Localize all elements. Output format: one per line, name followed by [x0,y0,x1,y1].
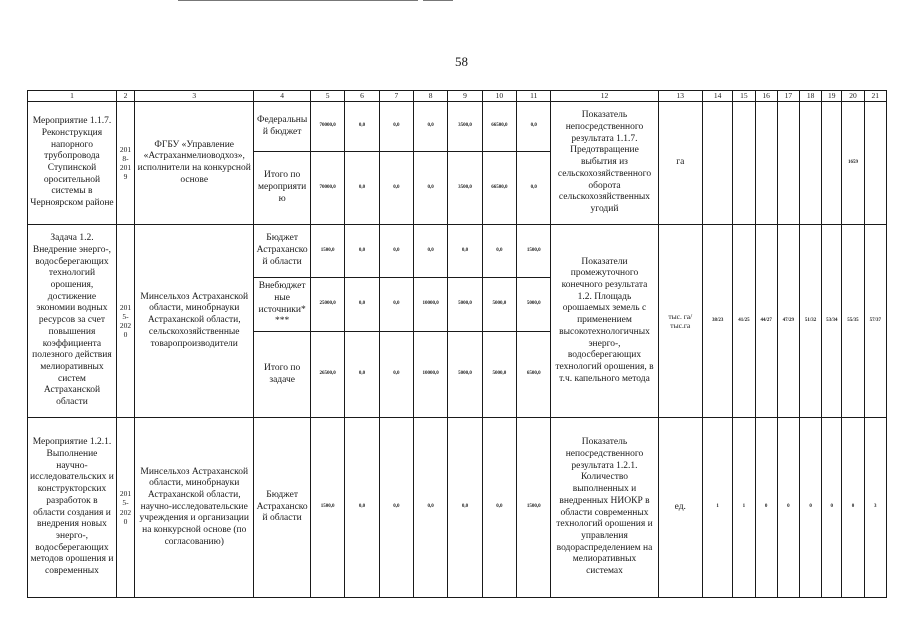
indicator-value: 47/29 [777,225,799,418]
amount-year: 66500,0 [482,102,516,152]
activity-name: Мероприятие 1.2.1. Выполнение научно-исследовательских и конструкторских разработок в области создания и внедрения новых энерго-, водосберегающих методов орошения и современных [28,418,117,598]
column-number: 13 [658,91,702,102]
table-row [28,418,887,598]
amount-year: 0,0 [379,278,413,332]
column-number: 5 [310,91,344,102]
indicator-value: 44/27 [755,225,777,418]
amount-year: 1500,0 [517,418,551,598]
amount-year: 0,0 [379,225,413,278]
indicator-value: 1659 [842,102,864,225]
indicator-value: 0 [822,418,842,598]
amount-total: 25000,0 [310,278,344,332]
indicator-value [799,102,821,225]
indicator-value [864,102,886,225]
activity-name: Мероприятие 1.1.7. Реконструкция напорного трубопровода Ступинской оросительной системы в Черноярском районе [28,102,117,225]
column-number: 19 [822,91,842,102]
amount-year: 0,0 [379,152,413,225]
funding-source: Итого по задаче [254,332,311,418]
amount-year: 3500,0 [448,102,482,152]
table-row [28,102,887,152]
amount-year: 10000,0 [414,332,448,418]
indicator-value: 51/32 [799,225,821,418]
amount-year: 0,0 [345,225,379,278]
result-indicator: Показатели промежуточного конечного результата 1.2. Площадь орошаемых земель с применением высокотехнологичных энерго-, водосберегающих технологий орошения, в т.ч. капельного метода [551,225,658,418]
funding-source: Бюджет Астраханской области [254,418,311,598]
indicator-value: 1 [703,418,733,598]
amount-year: 0,0 [482,225,516,278]
implementation-period: 2018-2019 [116,102,134,225]
column-number: 7 [379,91,413,102]
amount-year: 5000,0 [482,332,516,418]
indicator-value: 0 [777,418,799,598]
indicator-value: 0 [842,418,864,598]
unit-of-measure: га [658,102,702,225]
indicator-value [777,102,799,225]
executor: Минсельхоз Астраханской области, минобрнауки Астраханской области, сельскохозяйственные товаропроизводители [135,225,254,418]
indicator-value [703,102,733,225]
amount-total: 70000,0 [310,152,344,225]
amount-year: 0,0 [517,152,551,225]
amount-year: 5000,0 [482,278,516,332]
amount-total: 1500,0 [310,418,344,598]
column-number: 11 [517,91,551,102]
scan-artifact-line [423,0,453,1]
executor: Минсельхоз Астраханской области, минобрнауки Астраханской области, научно-исследовательские учреждения и организации на конкурсной основе (по согласованию) [135,418,254,598]
unit-of-measure: тыс. га/ тыс.га [658,225,702,418]
indicator-value [755,102,777,225]
funding-source: Федеральный бюджет [254,102,311,152]
column-number-row [28,91,887,102]
amount-year: 1500,0 [517,225,551,278]
column-number: 2 [116,91,134,102]
indicator-value: 38/23 [703,225,733,418]
indicator-value [822,102,842,225]
funding-source: Внебюджетные источники**** [254,278,311,332]
indicator-value: 41/25 [733,225,755,418]
column-number: 12 [551,91,658,102]
amount-total: 26500,0 [310,332,344,418]
indicator-value: 3 [864,418,886,598]
column-number: 6 [345,91,379,102]
amount-year: 6500,0 [517,332,551,418]
amount-year: 0,0 [448,418,482,598]
amount-total: 1500,0 [310,225,344,278]
amount-year: 5000,0 [448,278,482,332]
task-name: Задача 1.2. Внедрение энерго-, водосберегающих технологий орошения, достижение экономии водных ресурсов за счет повышения коэффициента полезного действия мелиоративных систем Астраханской области [28,225,117,418]
executor: ФГБУ «Управление «Астраханмелиоводхоз», исполнители на конкурсной основе [135,102,254,225]
column-number: 16 [755,91,777,102]
amount-year: 0,0 [414,102,448,152]
table-row [28,225,887,278]
indicator-value [733,102,755,225]
amount-year: 0,0 [448,225,482,278]
funding-source: Бюджет Астраханской области [254,225,311,278]
indicator-value: 0 [755,418,777,598]
column-number: 9 [448,91,482,102]
column-number: 8 [414,91,448,102]
result-indicator: Показатель непосредственного результата 1.1.7. Предотвращение выбытия из сельскохозяйственного оборота сельскохозяйственных угодий [551,102,658,225]
amount-year: 0,0 [345,418,379,598]
amount-year: 0,0 [517,102,551,152]
unit-of-measure: ед. [658,418,702,598]
indicator-value: 57/37 [864,225,886,418]
amount-year: 0,0 [345,278,379,332]
amount-year: 0,0 [345,152,379,225]
amount-year: 0,0 [482,418,516,598]
funding-source: Итого по мероприятию [254,152,311,225]
program-table [27,90,887,598]
indicator-value: 55/35 [842,225,864,418]
amount-year: 66500,0 [482,152,516,225]
column-number: 15 [733,91,755,102]
amount-year: 10000,0 [414,278,448,332]
indicator-value: 0 [799,418,821,598]
result-indicator: Показатель непосредственного результата 1.2.1. Количество выполненных и внедренных НИОКР в области современных технологий орошения и управления водораспределением на мелиоративных системах [551,418,658,598]
implementation-period: 2015-2020 [116,418,134,598]
amount-year: 3500,0 [448,152,482,225]
amount-year: 0,0 [379,332,413,418]
indicator-value: 1 [733,418,755,598]
column-number: 14 [703,91,733,102]
column-number: 21 [864,91,886,102]
scan-artifact-line [178,0,418,1]
column-number: 18 [799,91,821,102]
column-number: 20 [842,91,864,102]
amount-year: 5000,0 [448,332,482,418]
column-number: 10 [482,91,516,102]
column-number: 17 [777,91,799,102]
amount-year: 0,0 [414,225,448,278]
column-number: 4 [254,91,311,102]
column-number: 3 [135,91,254,102]
implementation-period: 2015-2020 [116,225,134,418]
page-number: 58 [455,54,468,69]
amount-total: 70000,0 [310,102,344,152]
amount-year: 0,0 [414,152,448,225]
amount-year: 0,0 [379,102,413,152]
amount-year: 0,0 [379,418,413,598]
amount-year: 0,0 [345,102,379,152]
amount-year: 0,0 [414,418,448,598]
column-number: 1 [28,91,117,102]
indicator-value: 53/34 [822,225,842,418]
amount-year: 0,0 [345,332,379,418]
amount-year: 5000,0 [517,278,551,332]
